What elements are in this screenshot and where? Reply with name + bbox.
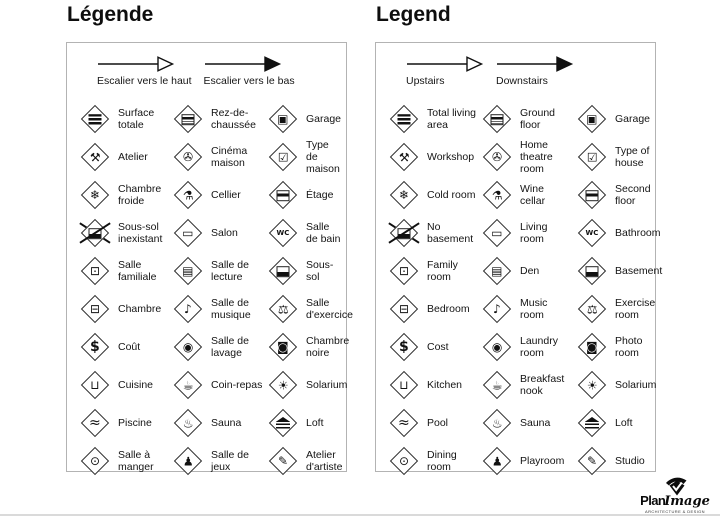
wine-cellar-icon: ⚗ [174,181,202,209]
no-basement-icon [81,219,109,247]
legend-item [268,290,353,328]
legend-item-label: Exercise room [615,296,656,321]
second-floor-icon [578,181,606,209]
legend-item-label: Breakfast nook [520,372,565,397]
wine-cellar-icon: ⚗ [483,181,511,209]
legend-item-label: Coût [118,340,141,353]
stairs-down-arrow-icon [204,56,282,72]
legend-item-label: No basement [427,220,474,245]
loft-icon [269,409,297,437]
legend-item [80,328,173,366]
legend-item-label: Second floor [615,182,651,207]
legend-item [80,176,173,214]
legend-item-label: Den [520,264,540,277]
legend-item [482,176,577,214]
legend-item [482,290,577,328]
legend-item [173,328,268,366]
legend-item [268,442,341,480]
legend-item-label: Étage [306,188,334,201]
legend-item-label: Sauna [211,416,242,429]
legend-item [482,252,577,290]
total-area-icon [390,105,418,133]
laundry-room-icon: ◉ [483,333,511,361]
music-room-icon: ♪ [483,295,511,323]
legend-item-label: Surface totale [118,106,155,131]
exercise-room-icon: ⚖ [578,295,606,323]
legend-item-label: Garage [306,112,342,125]
studio-icon: ✎ [269,447,297,475]
dining-room-icon: ⊙ [81,447,109,475]
legend-item [268,100,341,138]
legend-item-label: Living room [520,220,548,245]
legend-item-label: Piscine [118,416,152,429]
legend-item [389,214,482,252]
legend-item [577,100,650,138]
living-room-icon: ▭ [483,219,511,247]
legend-item-label: Cold room [427,188,476,201]
legend-item [173,214,268,252]
panel-title-french: Légende [67,3,154,26]
den-icon: ▤ [174,257,202,285]
kitchen-icon: ⊔ [390,371,418,399]
legend-item-label: Rez-de-chaussée [211,106,256,131]
pool-icon: ≈ [390,409,418,437]
legend-item [268,214,341,252]
legend-grid-french [67,100,353,480]
legend-item-label: Kitchen [427,378,463,391]
stairs-down-entry [496,56,574,96]
legend-item [389,366,482,404]
legend-item-label: Salle de musique [211,296,251,321]
stairs-up-arrow-icon [97,56,175,72]
living-room-icon: ▭ [174,219,202,247]
total-area-icon [81,105,109,133]
second-floor-icon [269,181,297,209]
photo-room-icon: ◙ [578,333,606,361]
workshop-icon: ⚒ [81,143,109,171]
legend-item-label: Cinéma maison [211,144,248,169]
legend-item-label: Chambre noire [306,334,350,359]
legend-item [173,138,268,176]
music-room-icon: ♪ [174,295,202,323]
playroom-icon: ♟ [483,447,511,475]
legend-item-label: Wine cellar [520,182,546,207]
den-icon: ▤ [483,257,511,285]
legend-item [577,176,650,214]
legend-grid-english [376,100,663,480]
home-theatre-icon: ✇ [483,143,511,171]
sauna-icon: ♨ [483,409,511,437]
legend-item [577,252,663,290]
legend-item-label: Solarium [615,378,657,391]
no-basement-icon [390,219,418,247]
family-room-icon: ⊡ [81,257,109,285]
legend-item-label: Cuisine [118,378,154,391]
legend-item [482,328,577,366]
stairs-down-entry [204,56,295,96]
legend-panel-french [66,2,353,473]
playroom-icon: ♟ [174,447,202,475]
legend-item [80,252,173,290]
legend-item-label: Bathroom [615,226,661,239]
legend-box-french [66,42,353,473]
legend-item [389,442,482,480]
studio-icon: ✎ [578,447,606,475]
legend-item [80,138,173,176]
legend-item-label: Atelier d'artiste [306,448,343,473]
legend-item [80,100,173,138]
stairs-down-arrow-icon [496,56,574,72]
legend-item-label: Loft [615,416,633,429]
legend-item-label: Salle d'exercice [306,296,353,321]
stairs-up-label: Escalier vers le haut [97,75,192,87]
home-theatre-icon: ✇ [174,143,202,171]
legend-item-label: Sauna [520,416,551,429]
legend-item [173,100,268,138]
legend-item [389,100,482,138]
legend-item [389,404,482,442]
legend-item [80,366,173,404]
legend-item-label: Workshop [427,150,475,163]
legend-item [173,366,268,404]
cold-room-icon: ❄ [390,181,418,209]
legend-item [80,404,173,442]
legend-item [577,442,650,480]
stairs-arrows-english [376,43,655,96]
planimage-brand-text: PlanImage [640,493,710,509]
legend-item [577,404,650,442]
ground-floor-icon [483,105,511,133]
legend-item-label: Family room [427,258,458,283]
legend-item-label: Dining room [427,448,457,473]
legend-box-english [375,42,663,473]
solarium-icon: ☀ [578,371,606,399]
legend-item [577,138,650,176]
bedroom-icon: ⊟ [390,295,418,323]
legend-item [482,366,577,404]
legend-item [268,366,348,404]
legend-item-label: Total living area [427,106,477,131]
legend-item-label: Salle de jeux [211,448,249,473]
legend-item [389,252,482,290]
cost-icon: $ [390,333,418,361]
photo-room-icon: ◙ [269,333,297,361]
legend-item [577,214,661,252]
legend-item-label: Bedroom [427,302,470,315]
legend-item-label: Studio [615,454,645,467]
stairs-up-arrow-icon [406,56,484,72]
legend-item-label: Sous-sol inexistant [118,220,163,245]
planimage-tagline: ARCHITECTURE & DESIGN [645,509,705,514]
legend-item [577,366,657,404]
loft-icon [578,409,606,437]
bathroom-icon: WC [269,219,297,247]
stairs-up-label: Upstairs [406,75,445,87]
legend-item-label: Salle de bain [306,220,341,245]
legend-item-label: Music room [520,296,548,321]
pool-icon: ≈ [81,409,109,437]
legend-item [268,176,341,214]
house-type-icon: ☑ [578,143,606,171]
legend-item [482,214,577,252]
legend-item [173,404,268,442]
legend-item [389,290,482,328]
workshop-icon: ⚒ [390,143,418,171]
legend-item-label: Laundry room [520,334,558,359]
legend-item-label: Garage [615,112,651,125]
garage-icon: ▣ [578,105,606,133]
planimage-logo [635,477,715,514]
legend-item [268,252,341,290]
legend-item [389,328,482,366]
legend-item-label: Photo room [615,334,643,359]
breakfast-nook-icon: ☕ [483,371,511,399]
cost-icon: $ [81,333,109,361]
dining-room-icon: ⊙ [390,447,418,475]
legend-item [80,214,173,252]
legend-item-label: Salle de lavage [211,334,249,359]
legend-item-label: Sous-sol [306,258,334,283]
legend-item [80,442,173,480]
breakfast-nook-icon: ☕ [174,371,202,399]
legend-item-label: Chambre froide [118,182,162,207]
legend-item [389,176,482,214]
legend-item-label: Loft [306,416,324,429]
exercise-room-icon: ⚖ [269,295,297,323]
legend-item [173,176,268,214]
cold-room-icon: ❄ [81,181,109,209]
legend-item-label: Chambre [118,302,162,315]
legend-item [482,100,577,138]
stairs-down-label: Escalier vers le bas [203,75,295,87]
legend-item-label: Pool [427,416,449,429]
legend-item-label: Atelier [118,150,148,163]
legend-item [80,290,173,328]
legend-item [482,404,577,442]
legend-item-label: Salle familiale [118,258,157,283]
legend-item [173,252,268,290]
legend-item [173,290,268,328]
legend-item-label: Salle à manger [118,448,154,473]
garage-icon: ▣ [269,105,297,133]
legend-item-label: Salle de lecture [211,258,249,283]
sauna-icon: ♨ [174,409,202,437]
stairs-up-entry [97,56,192,96]
legend-item-label: Solarium [306,378,348,391]
house-type-icon: ☑ [269,143,297,171]
legend-item-label: Playroom [520,454,565,467]
legend-panel-english [375,2,663,473]
legend-item [577,290,656,328]
legend-item [482,138,577,176]
legend-item [577,328,650,366]
legend-item-label: Basement [615,264,663,277]
legend-item-label: Cost [427,340,449,353]
stairs-down-label: Downstairs [496,75,548,87]
legend-item-label: Salon [211,226,238,239]
bedroom-icon: ⊟ [81,295,109,323]
basement-icon [269,257,297,285]
legend-item-label: Type de maison [306,138,340,176]
stairs-up-entry [406,56,484,96]
basement-icon [578,257,606,285]
legend-item-label: Coin-repas [211,378,263,391]
legend-item [482,442,577,480]
panel-title-english: Legend [376,3,451,26]
legend-item [268,404,341,442]
laundry-room-icon: ◉ [174,333,202,361]
ground-floor-icon [174,105,202,133]
kitchen-icon: ⊔ [81,371,109,399]
legend-item [268,328,350,366]
legend-item-label: Cellier [211,188,241,201]
legend-item-label: Ground floor [520,106,556,131]
legend-item [389,138,482,176]
legend-item [173,442,268,480]
page-bottom-divider [0,514,720,516]
solarium-icon: ☀ [269,371,297,399]
stairs-arrows-french [67,43,346,96]
family-room-icon: ⊡ [390,257,418,285]
legend-item-label: Type of house [615,144,650,169]
bathroom-icon: WC [578,219,606,247]
legend-item-label: Home theatre room [520,138,553,176]
legend-item [268,138,341,176]
